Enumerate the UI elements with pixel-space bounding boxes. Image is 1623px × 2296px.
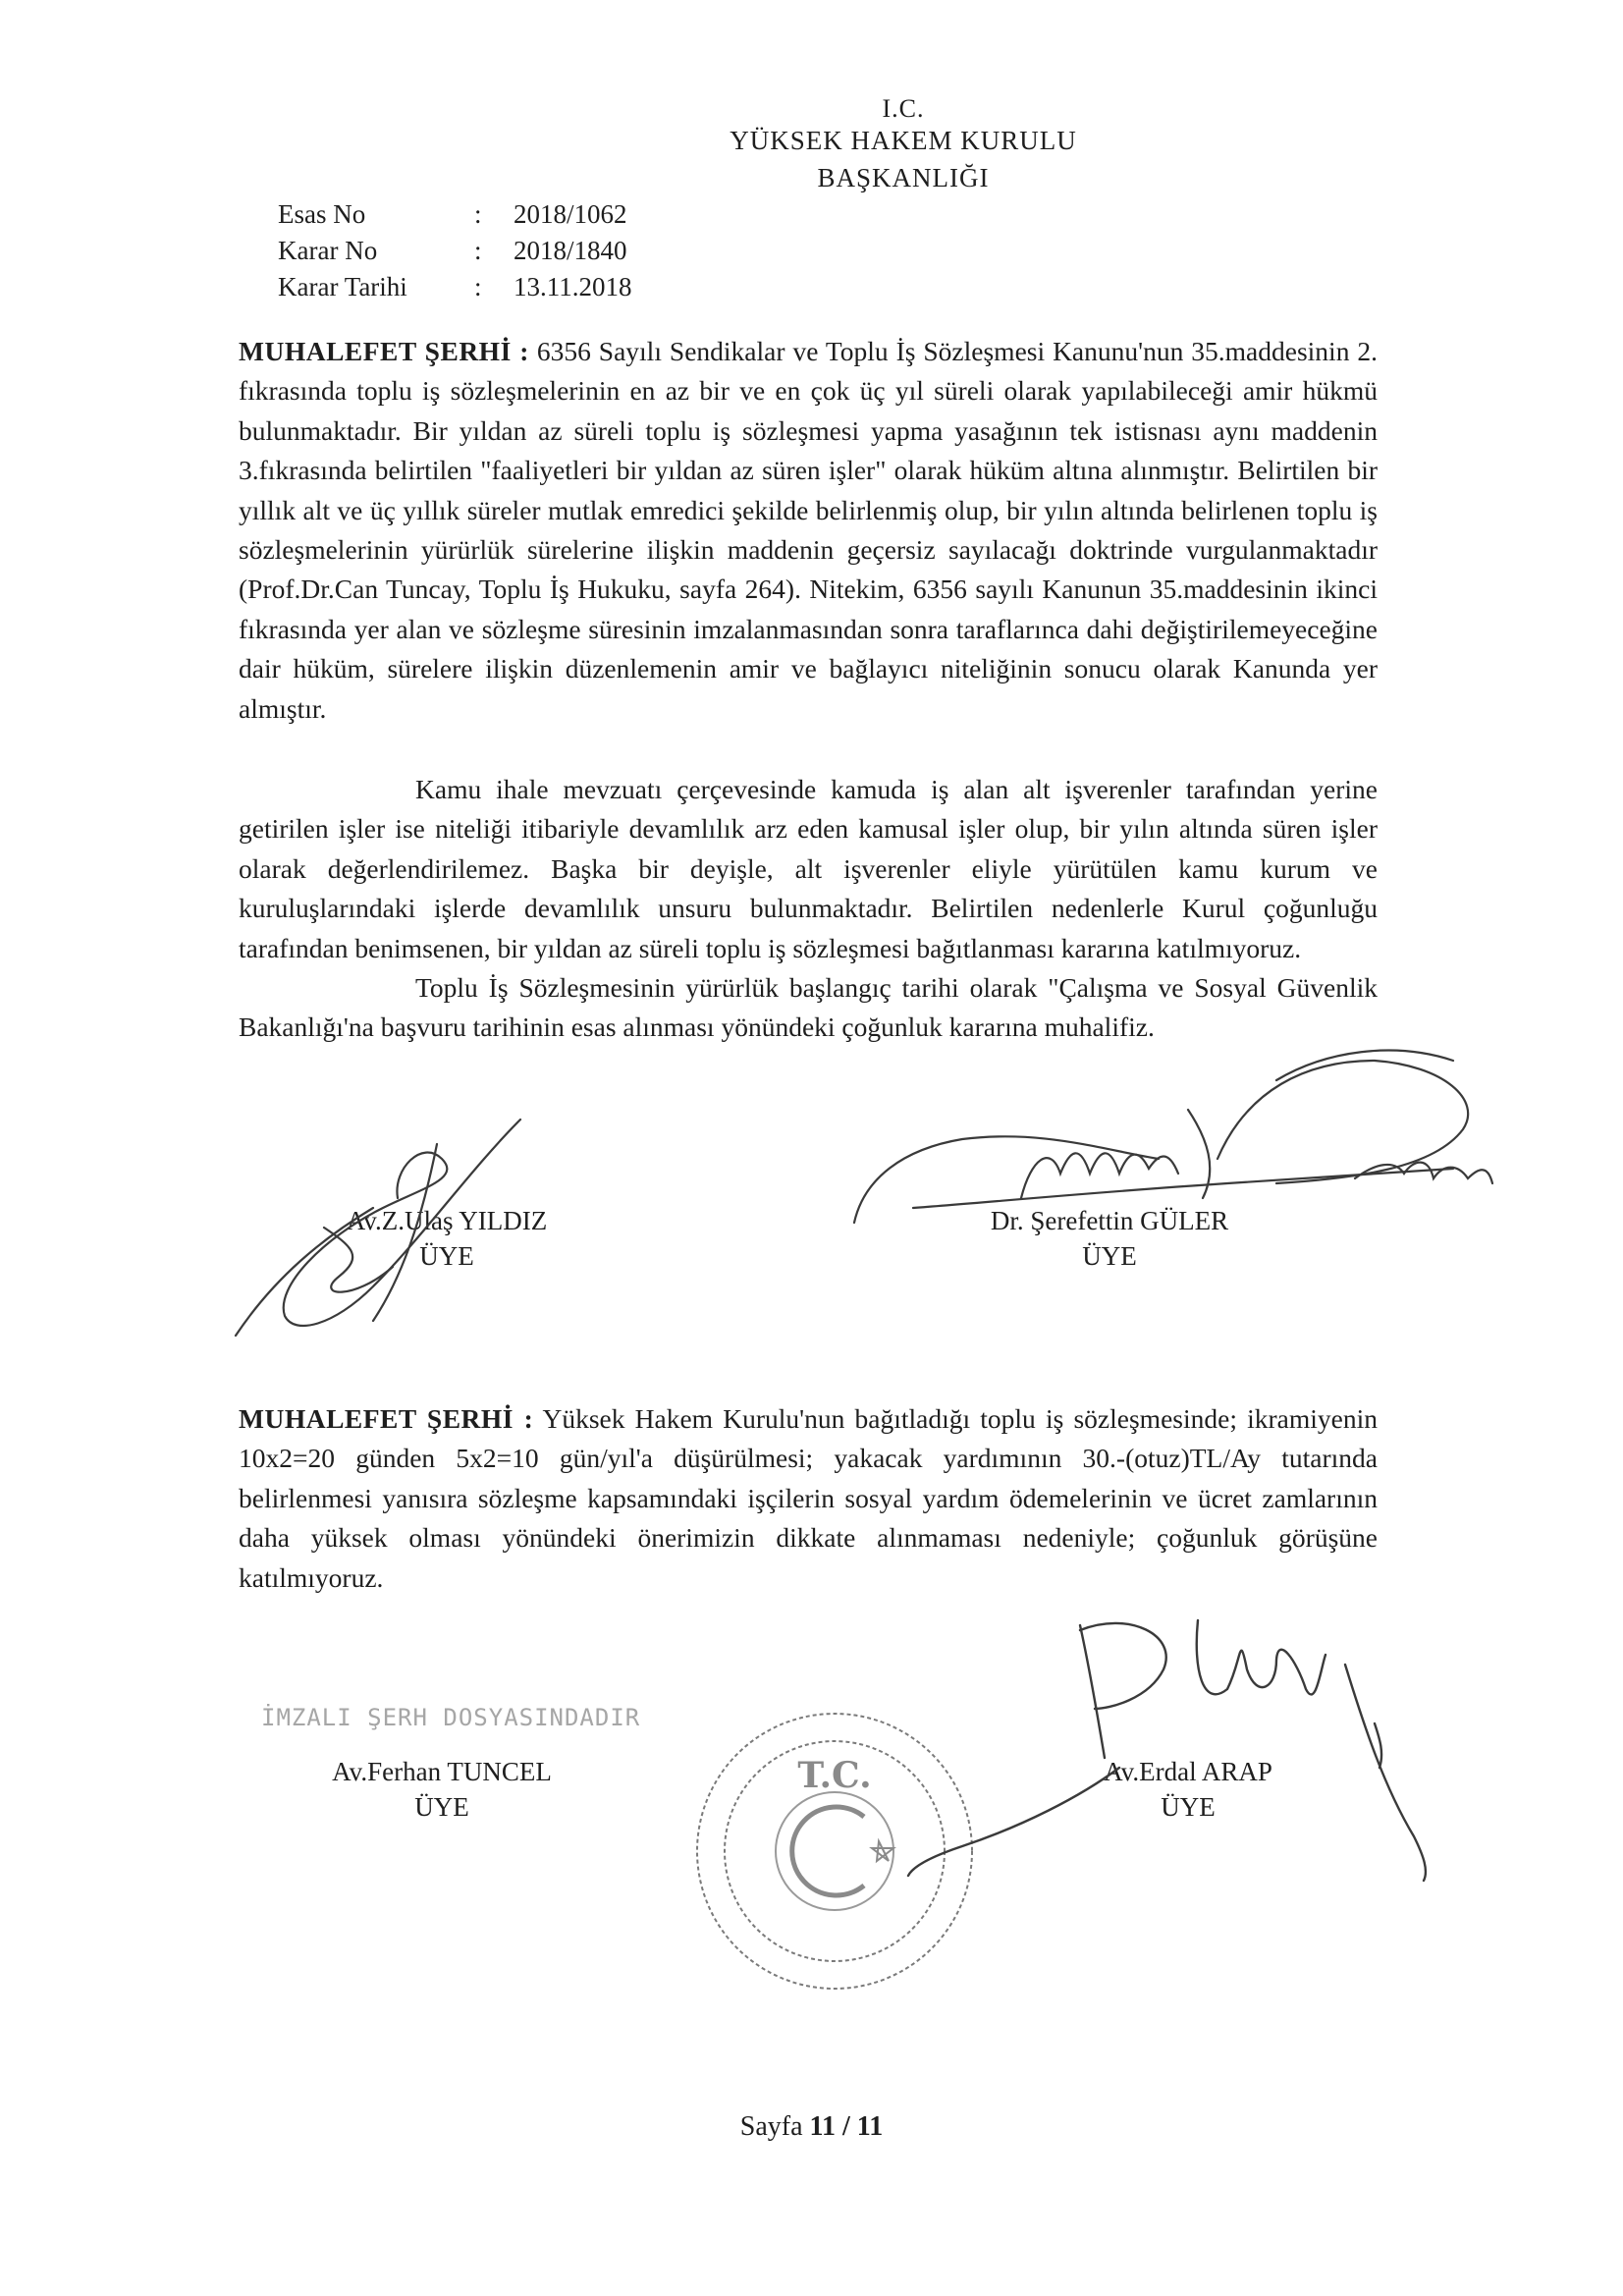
dissent-2-lead: MUHALEFET ŞERHİ : xyxy=(239,1403,534,1434)
meta-value: 2018/1840 xyxy=(514,236,627,265)
signatory-role: ÜYE xyxy=(414,1792,469,1822)
dissent-1-paragraph-3: Toplu İş Sözleşmesinin yürürlük başlangıç tarihi olarak "Çalışma ve Sosyal Güvenlik Bakanlığı'na başvuru tarihinin esas alınması yönündeki çoğunluk kararına muhalifiz. xyxy=(239,972,1378,1043)
page-footer xyxy=(0,2111,1623,2143)
meta-label: Karar No xyxy=(278,236,378,265)
header-tc: I.C. xyxy=(882,94,925,123)
header-organization: YÜKSEK HAKEM KURULU xyxy=(730,126,1077,155)
signature-guler xyxy=(903,1203,1316,1274)
meta-row-esas xyxy=(278,196,632,233)
signatory-name: Av.Z.Ulaş YILDIZ xyxy=(346,1206,548,1235)
dissent-1-paragraph-1 xyxy=(239,332,1378,729)
signature-yildiz xyxy=(295,1203,599,1274)
signatory-name: Av.Ferhan TUNCEL xyxy=(332,1757,552,1786)
seal-text: T.C. xyxy=(797,1755,872,1796)
signature-arap xyxy=(1060,1754,1316,1825)
header-department: BAŞKANLIĞI xyxy=(817,163,990,192)
handwritten-signature-guler xyxy=(854,1051,1492,1223)
meta-row-tarih xyxy=(278,269,632,305)
signatory-role: ÜYE xyxy=(1082,1241,1137,1271)
meta-value: 2018/1062 xyxy=(514,199,627,229)
signature-tuncel xyxy=(285,1754,599,1825)
signatory-name: Av.Erdal ARAP xyxy=(1104,1757,1272,1786)
meta-label: Esas No xyxy=(278,199,366,229)
page-prefix: Sayfa xyxy=(739,2111,803,2142)
dissent-1-paragraph-2: Kamu ihale mevzuatı çerçevesinde kamuda iş alan alt işverenler tarafından yerine getirilen işler ise niteliği itibariyle devamlılık arz eden kamusal işler olup, bir yılın altında süren işler olarak değerlendirilemez. Başka bir deyişle, alt işverenler eliyle yürütülen kamu kurum ve kuruluşlarındaki işlerde devamlılık unsuru bulunmaktadır. Belirtilen nedenlerle Kurul çoğunluğu tarafından benimsenen, bir yıldan az süreli toplu iş sözleşmesi bağıtlanması kararına katılmıyoruz. xyxy=(239,774,1378,963)
dissent-2-paragraph xyxy=(239,1399,1378,1598)
signed-dissent-stamp: İMZALI ŞERH DOSYASINDADIR xyxy=(261,1704,641,1731)
signatory-role: ÜYE xyxy=(1161,1792,1216,1822)
page-number: 11 / 11 xyxy=(809,2111,884,2142)
dissent-2-text: Yüksek Hakem Kurulu'nun bağıtladığı toplu iş sözleşmesinde; ikramiyenin 10x2=20 günden 5x2=10 gün/yıl'a düşürülmesi; yakacak yardımının 30.-(otuz)TL/Ay tutarında belirlenmesi yanısıra sözleşme kapsamındaki işçilerin sosyal yardım ödemelerinin ve ücret zamlarının daha yüksek olması yönündeki önerimizin dikkate alınmaması nedeniyle; çoğunluk görüşüne katılmıyoruz. xyxy=(239,1403,1379,1593)
meta-label: Karar Tarihi xyxy=(278,272,407,301)
official-seal-icon xyxy=(697,1714,972,1989)
meta-value: 13.11.2018 xyxy=(514,272,632,301)
dissent-1-lead: MUHALEFET ŞERHİ : xyxy=(239,336,529,366)
signatory-role: ÜYE xyxy=(419,1241,474,1271)
meta-row-karar xyxy=(278,233,632,269)
handwritten-signature-arap xyxy=(908,1620,1426,1881)
meta-separator: : xyxy=(474,199,482,229)
case-metadata xyxy=(278,196,632,305)
signatory-name: Dr. Şerefettin GÜLER xyxy=(990,1206,1229,1235)
meta-separator: : xyxy=(474,272,482,301)
dissent-1-text-1: 6356 Sayılı Sendikalar ve Toplu İş Sözleşmesi Kanunu'nun 35.maddesinin 2. fıkrasında toplu iş sözleşmelerinin en az bir ve en çok üç yıl süreli olarak yapılabileceği amir hükmü bulunmaktadır. Bir yıldan az süreli toplu iş sözleşmesi yapma yasağının tek istisnası aynı maddenin 3.fıkrasında belirtilen "faaliyetleri bir yıldan az süren işler" olarak hüküm altına alınmıştır. Belirtilen bir yıllık alt ve üç yıllık süreler mutlak emredici şekilde belirlenmiş olup, bir yılın altında belirlenen toplu iş sözleşmelerinin yürürlük sürelerine ilişkin maddenin geçersiz sayılacağı doktrinde vurgulanmaktadır (Prof.Dr.Can Tuncay, Toplu İş Hukuku, sayfa 264). Nitekim, 6356 sayılı Kanunun 35.maddesinin ikinci fıkrasında yer alan ve sözleşme süresinin imzalanmasından sonra taraflarınca dahi değiştirilemeyeceğine dair hüküm, sürelere ilişkin düzenlemenin amir ve bağlayıcı niteliğinin sonucu olarak Kanunda yer almıştır. xyxy=(239,336,1379,724)
meta-separator: : xyxy=(474,236,482,265)
